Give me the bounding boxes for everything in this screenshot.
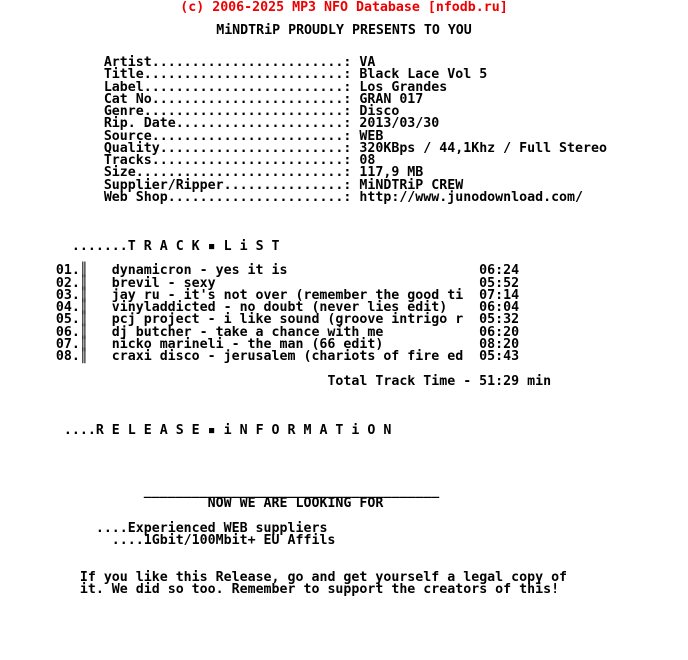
spacer	[0, 204, 688, 241]
field-label: Source........................:	[103, 128, 352, 144]
track-divider-icon: ║	[79, 300, 88, 315]
track-number: 05.	[55, 312, 80, 328]
field-label: Cat No........................:	[103, 91, 352, 107]
track-divider-icon: ║	[79, 312, 88, 328]
field-value: VA	[359, 55, 376, 70]
field-value: WEB	[359, 128, 384, 144]
field-value: 320KBps / 44,1Khz / Full Stereo	[359, 140, 607, 156]
track-title: dj butcher - take a chance with me	[111, 324, 384, 340]
spacer	[0, 437, 688, 486]
field-label: Quality.......................:	[103, 140, 352, 156]
track-number: 08.	[55, 349, 80, 364]
footer-note-line: it. We did so too. Remember to support the creators of this!	[79, 581, 560, 597]
field-value: Black Lace Vol 5	[359, 67, 488, 83]
nfo-body	[0, 57, 688, 596]
track-time: 05:43	[479, 349, 520, 364]
track-number: 01.	[55, 263, 80, 279]
track-time: 07:14	[479, 287, 520, 303]
track-divider-icon: ║	[79, 336, 88, 352]
field-value: 2013/03/30	[359, 116, 440, 132]
field-label: Label.........................:	[103, 79, 352, 95]
looking-for-heading: NOW WE ARE LOOKING FOR	[207, 496, 384, 511]
track-row	[0, 351, 688, 363]
field-label: Size..........................:	[103, 165, 352, 181]
track-divider-icon: ║	[79, 287, 88, 303]
site-copyright-link[interactable]: (c) 2006-2025 MP3 NFO Database [nfodb.ru]	[180, 0, 508, 15]
presents-heading: MiNDTRiP PROUDLY PRESENTS TO YOU	[216, 22, 472, 38]
field-value: MiNDTRiP CREW	[359, 177, 464, 193]
track-time: 06:20	[479, 324, 520, 340]
track-number: 07.	[55, 336, 80, 352]
field-value: Los Grandes	[359, 79, 448, 95]
release-info-heading: ....R E L E A S E ▪ i N F O R M A T i O N	[63, 422, 392, 438]
spacer	[0, 547, 688, 572]
spacer	[0, 388, 688, 425]
track-time: 05:32	[479, 312, 520, 328]
track-time: 06:24	[479, 263, 520, 279]
track-title: vinyladdicted - no doubt (never lies edit)	[111, 300, 448, 315]
field-value-url: http://www.junodownload.com/	[359, 189, 584, 205]
track-divider-icon: ║	[79, 324, 88, 340]
track-title: nicko marineli - the man (66 edit)	[111, 336, 384, 352]
footer-note-line: If you like this Release, go and get yourself a legal copy of	[79, 569, 568, 585]
track-divider-icon: ║	[79, 263, 88, 279]
track-title: jay ru - it's not over (remember the good ti	[111, 287, 464, 303]
track-row	[0, 265, 688, 277]
field-label: Supplier/Ripper...............:	[103, 177, 352, 193]
spacer	[0, 253, 688, 265]
track-title: pcj project - i like sound (groove intrigo r	[111, 312, 464, 328]
tracklist-heading: .......T R A C K ▪ L i S T	[71, 238, 280, 254]
field-value: 117,9 MB	[359, 165, 424, 181]
track-number: 04.	[55, 300, 80, 315]
track-list	[0, 265, 688, 363]
field-value: 08	[359, 153, 376, 168]
track-title: brevil - sexy	[111, 275, 216, 291]
field-row-web-shop	[0, 189, 688, 205]
track-time: 06:04	[479, 300, 520, 315]
track-number: 03.	[55, 287, 80, 303]
field-value: GRAN 017	[359, 91, 424, 107]
field-label: Web Shop......................:	[103, 189, 352, 205]
track-number: 02.	[55, 275, 80, 291]
field-label: Tracks........................:	[103, 153, 352, 168]
field-label: Genre.........................:	[103, 104, 352, 119]
looking-for-item: ....1Gbit/100Mbit+ EU Affils	[111, 532, 336, 548]
field-value: Disco	[359, 104, 400, 119]
track-number: 06.	[55, 324, 80, 340]
looking-for-item: ....Experienced WEB suppliers	[95, 520, 328, 536]
track-title: craxi disco - jerusalem (chariots of fire ed	[111, 349, 464, 364]
track-title: dynamicron - yes it is	[111, 263, 288, 279]
release-fields	[0, 57, 688, 204]
section-rule: _____________________________________	[143, 483, 440, 499]
total-track-time: Total Track Time - 51:29 min	[327, 373, 552, 389]
track-divider-icon: ║	[79, 349, 88, 364]
field-label: Artist........................:	[103, 55, 352, 70]
track-time: 05:52	[479, 275, 520, 291]
track-time: 08:20	[479, 336, 520, 352]
field-label: Title.........................:	[103, 67, 352, 83]
field-label: Rip. Date.....................:	[103, 116, 352, 132]
track-divider-icon: ║	[79, 275, 88, 291]
